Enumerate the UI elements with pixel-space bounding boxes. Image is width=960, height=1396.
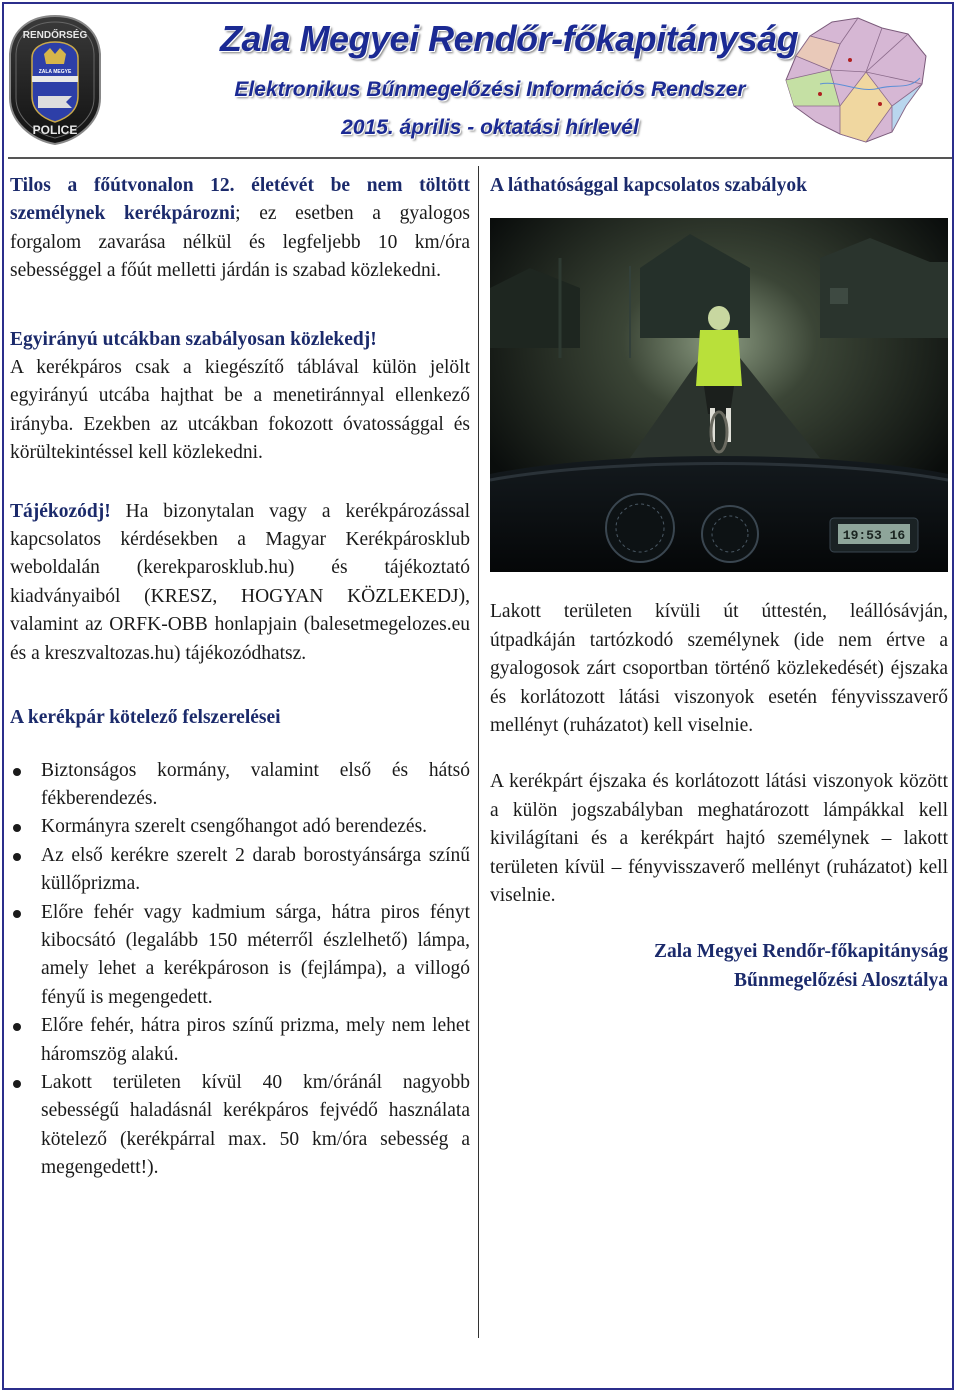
bullet-icon xyxy=(13,1023,21,1031)
police-badge-logo xyxy=(8,14,102,146)
main-road-paragraph xyxy=(10,172,470,286)
bullet-icon xyxy=(13,910,21,918)
bullet-icon xyxy=(13,853,21,861)
equipment-heading: A kerékpár kötelező felszerelései xyxy=(10,707,281,729)
main-road-rule: Tilos a főútvonalon 12. életévét be nem töltött személynek kerékpározni xyxy=(10,175,470,225)
bullet-icon xyxy=(13,768,21,776)
badge-top-text: RENDŐRSÉG xyxy=(22,30,88,41)
header-issue: 2015. április - oktatási hírlevél xyxy=(341,116,639,139)
right-column xyxy=(490,172,948,995)
badge-county-text: ZALA MEGYE xyxy=(38,69,72,75)
column-divider xyxy=(478,166,479,1338)
one-way-text: A kerékpáros csak a kiegészítő táblával külön jelölt egyirányú utcába hajthat be a menetiránnyal ellenkező irányba. Ezekben az utcákban fokozott óvatossággal és körültekintéssel kell közlekedni. xyxy=(10,357,470,464)
county-map-illustration xyxy=(780,14,932,146)
night-cyclist-photo xyxy=(490,218,948,572)
list-item: Kormányra szerelt csengőhangot adó berendezés. xyxy=(10,813,470,841)
inform-text: Ha bizonytalan vagy a kerékpározással kapcsolatos kérdésekben a Magyar Kerékpárosklub weboldalán (kerekparosklub.hu) és tájékoztató kiadványaiból (KRESZ, HOGYAN KÖZLEKEDJ), valamint az ORFK-OBB honlapjain (balesetmegelozes.eu és a kreszvaltozas.hu) tájékozódhatsz. xyxy=(10,500,470,664)
bullet-icon xyxy=(13,824,21,832)
header-title: Zala Megyei Rendőr-főkapitányság xyxy=(220,18,799,59)
list-item: Lakott területen kívül 40 km/óránál nagyobb sebességű haladásnál kerékpáros fejvédő használata kötelező (kerékpárral max. 50 km/óra sebesség a megengedett!). xyxy=(10,1069,470,1183)
newsletter-header xyxy=(0,0,960,160)
signature-line2: Bűnmegelőzési Alosztálya xyxy=(734,969,948,991)
list-item: Biztonságos kormány, valamint első és hátsó fékberendezés. xyxy=(10,757,470,814)
list-item: Előre fehér vagy kadmium sárga, hátra piros fényt kibocsátó (legalább 150 méterről észlelhető) lámpa, amely lehet a kerékpároson is (fejlámpa), a villogó fényű is megengedett. xyxy=(10,899,470,1013)
visibility-heading: A láthatósággal kapcsolatos szabályok xyxy=(490,175,807,196)
list-item: Az első kerékre szerelt 2 darab borostyánsárga színű küllőprizma. xyxy=(10,842,470,899)
one-way-heading: Egyirányú utcákban szabályosan közlekedj! xyxy=(10,328,377,350)
main-road-text: ; ez esetben a gyalogos forgalom zavarása nélkül és legfeljebb 10 km/óra sebességgel a főút melletti járdán is szabad közlekedni. xyxy=(10,203,470,282)
left-column xyxy=(10,172,470,1183)
inform-paragraph xyxy=(10,498,470,668)
header-subtitle: Elektronikus Bűnmegelőzési Információs Rendszer xyxy=(234,78,746,101)
dashboard-clock: 19:53 16 xyxy=(842,528,906,544)
header-divider xyxy=(8,157,952,159)
bullet-icon xyxy=(13,1080,21,1088)
list-item: Előre fehér, hátra piros színű prizma, mely nem lehet háromszög alakú. xyxy=(10,1012,470,1069)
inform-heading: Tájékozódj! xyxy=(10,500,111,522)
vest-rule-paragraph: Lakott területen kívüli út úttestén, leállósávján, útpadkáján tartózkodó személynek (ide nem értve a gyalogosok zárt csoportban történő közlekedését) éjszaka és korlátozott látási viszonyok esetén fényvisszaverő mellényt (ruházatot) kell viselnie. xyxy=(490,601,948,737)
signature-line1: Zala Megyei Rendőr-főkapitányság xyxy=(654,941,948,963)
badge-bottom-text: POLICE xyxy=(32,123,78,137)
equipment-list xyxy=(10,757,470,1183)
lighting-rule-paragraph: A kerékpárt éjszaka és korlátozott látási viszonyok között a külön jogszabályban meghatározott lámpákkal kell kivilágítani és a kerékpárt hajtó személynek – lakott területen kívül – fényvisszaverő mellényt (ruházatot) kell viselnie. xyxy=(490,771,948,907)
